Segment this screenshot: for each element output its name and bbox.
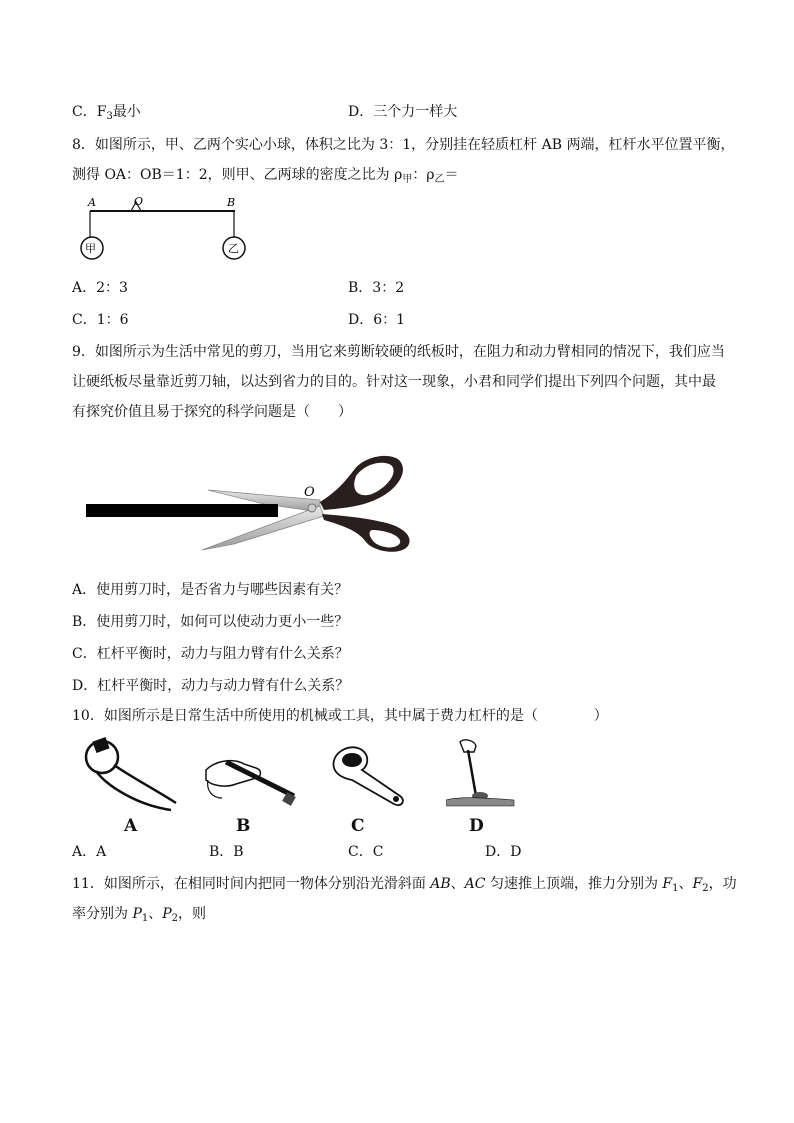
q10-option-d: D．D bbox=[485, 844, 522, 860]
q10-option-b: B．B bbox=[209, 844, 244, 860]
lever-figure bbox=[72, 192, 252, 268]
tool-d-lever bbox=[446, 736, 516, 808]
q9-text-line1: 9．如图所示为生活中常见的剪刀，当用它来剪断较硬的纸板时，在阻力和动力臂相同的情况下，我们应当 bbox=[72, 344, 725, 360]
pivot-screw bbox=[308, 504, 316, 512]
q8-text-line1: 8．如图所示，甲、乙两个实心小球，体积之比为 3：1，分别挂在轻质杠杆 AB 两端，杠杆水平位置平衡， bbox=[72, 137, 735, 153]
q9-text-line2: 让硬纸板尽量靠近剪刀轴，以达到省力的目的。针对这一现象，小君和同学们提出下列四个问题，其中最 bbox=[72, 374, 716, 390]
tool-d-label: D bbox=[469, 816, 484, 836]
q8-text-line2: 测得 OA：OB＝1：2，则甲、乙两球的密度之比为 $\rho_甲$：$\rho_乙=$ bbox=[72, 167, 459, 185]
q9-option-b: B．使用剪刀时，如何可以使动力更小一些？ bbox=[72, 614, 349, 630]
q7-option-d: D．三个力一样大 bbox=[348, 104, 458, 120]
label-a: A bbox=[88, 196, 96, 209]
q11-text-line2: 率分别为 $P_1$、$P_2$，则 bbox=[72, 906, 207, 924]
q9-text-line3: 有探究价值且易于探究的科学问题是（ ） bbox=[72, 404, 352, 420]
scissors-figure bbox=[84, 450, 424, 555]
lower-handle bbox=[322, 514, 410, 552]
tool-b-label: B bbox=[236, 816, 251, 836]
label-jia: 甲 bbox=[85, 242, 96, 255]
q9-option-c: C．杠杆平衡时，动力与阻力臂有什么关系？ bbox=[72, 646, 349, 662]
q8-option-c: C．1：6 bbox=[72, 312, 129, 328]
q10-option-c: C．C bbox=[348, 844, 384, 860]
q7-option-c: C．$F_3$最小 bbox=[72, 104, 141, 122]
label-o: O bbox=[134, 195, 144, 208]
tool-a-nutcracker bbox=[76, 735, 186, 815]
q10-text-line1: 10．如图所示是日常生活中所使用的机械或工具，其中属于费力杠杆的是（ ） bbox=[72, 708, 608, 724]
tool-b-screwdriver bbox=[196, 740, 306, 815]
q9-option-d: D．杠杆平衡时，动力与动力臂有什么关系？ bbox=[72, 678, 350, 694]
q11-text-line1: 11．如图所示，在相同时间内把同一物体分别沿光滑斜面 AB、AC 匀速推上顶端，推力分别为 $F_1$、$F_2$，功 bbox=[72, 876, 737, 894]
label-yi: 乙 bbox=[228, 242, 239, 255]
q8-option-b: B．3：2 bbox=[348, 280, 405, 296]
label-b: B bbox=[227, 196, 236, 209]
q8-option-d: D．6：1 bbox=[348, 312, 406, 328]
tool-a-label: A bbox=[124, 816, 138, 836]
q9-option-a: A．使用剪刀时，是否省力与哪些因素有关？ bbox=[72, 582, 349, 598]
tool-c-label: C bbox=[351, 816, 365, 836]
tool-c-opener bbox=[322, 738, 412, 808]
q10-option-a: A．A bbox=[72, 844, 107, 860]
q8-option-a: A．2：3 bbox=[72, 280, 128, 296]
cardboard-bar bbox=[86, 504, 278, 517]
pivot-label: O bbox=[304, 485, 315, 500]
